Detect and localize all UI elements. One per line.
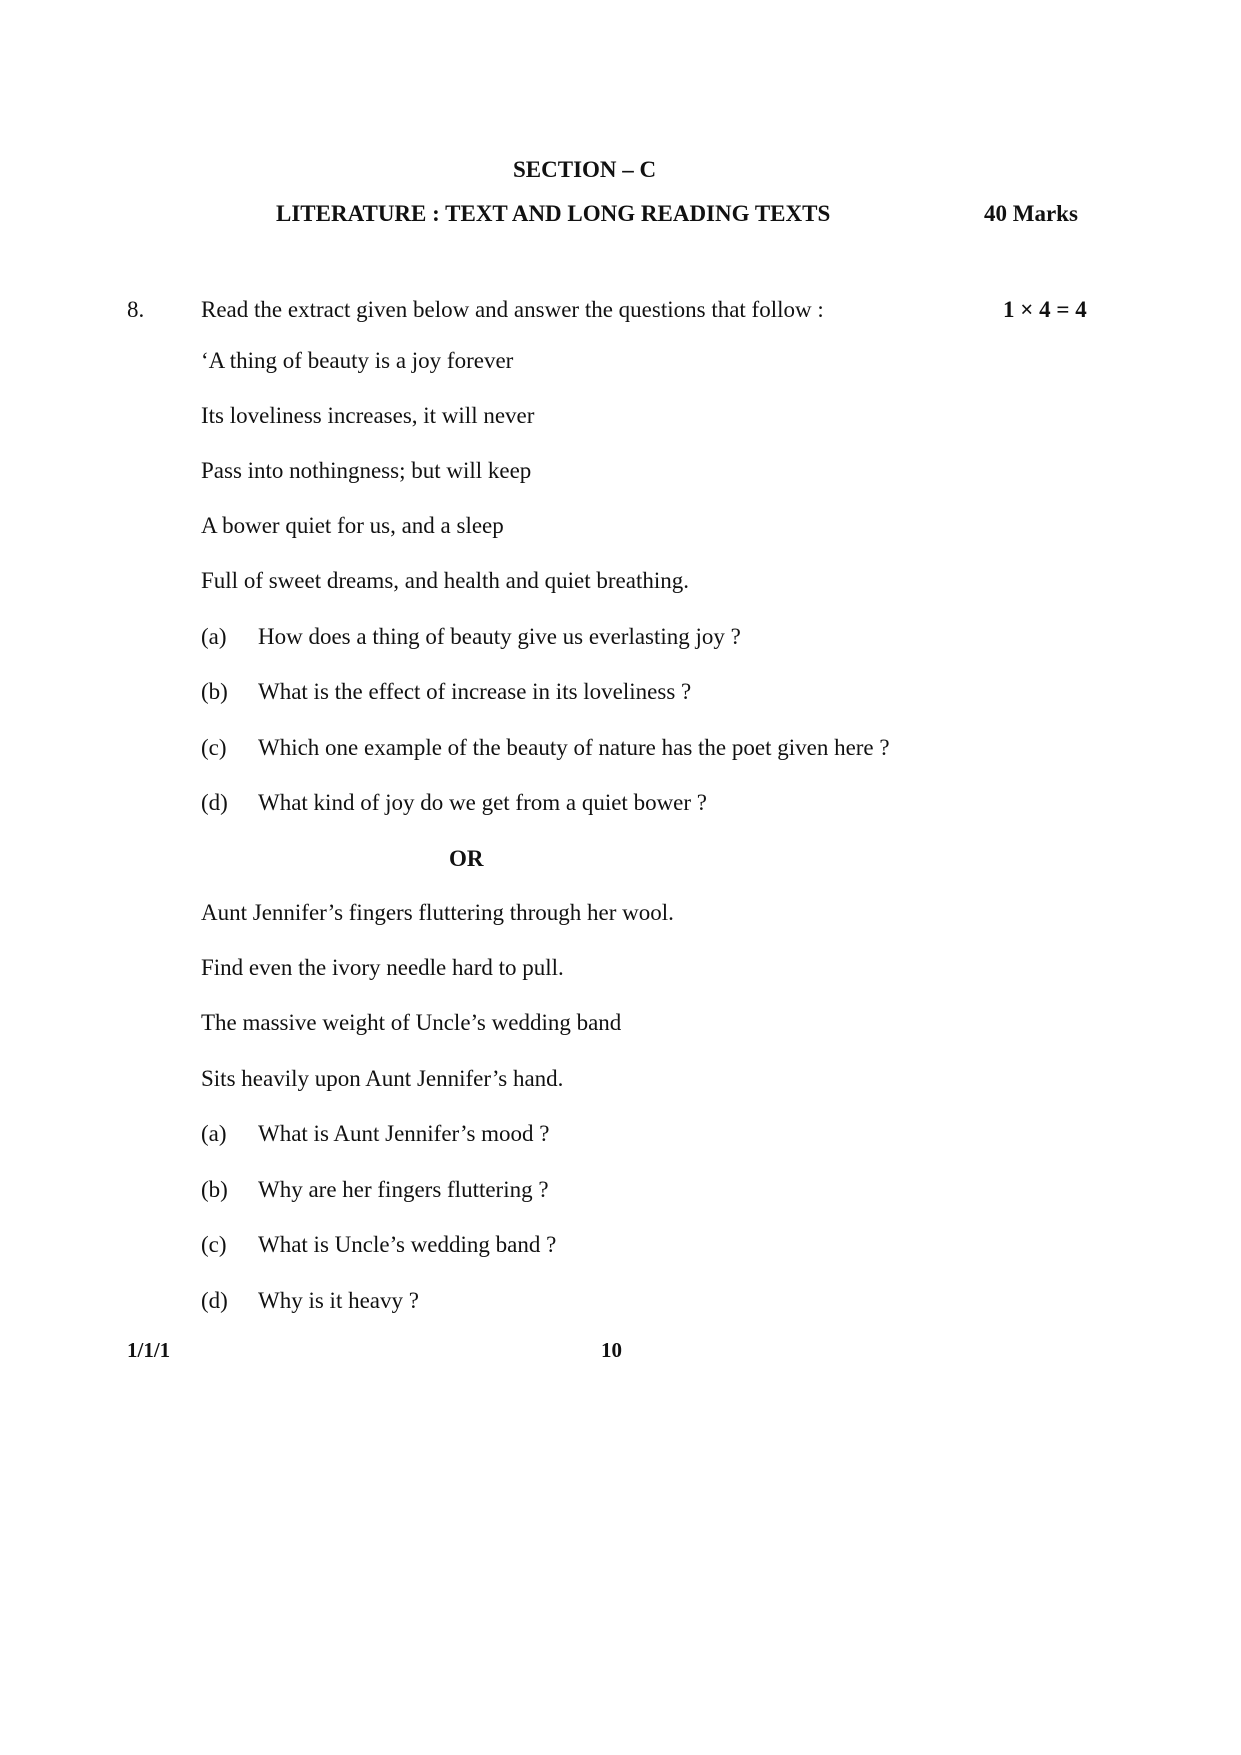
poem-line: The massive weight of Uncle’s wedding band — [201, 1010, 622, 1035]
subquestion-label: (b) — [201, 1177, 228, 1202]
subquestion-text: What is Aunt Jennifer’s mood ? — [258, 1121, 550, 1146]
poem-line: A bower quiet for us, and a sleep — [201, 513, 504, 538]
subquestion-label: (a) — [201, 624, 227, 649]
or-separator: OR — [449, 846, 484, 871]
subquestion-label: (c) — [201, 735, 227, 760]
subquestion-label: (c) — [201, 1232, 227, 1257]
section-subtitle: LITERATURE : TEXT AND LONG READING TEXTS — [276, 201, 831, 226]
subquestion-label: (d) — [201, 790, 228, 815]
poem-line: Pass into nothingness; but will keep — [201, 458, 532, 483]
subquestion-text: What is Uncle’s wedding band ? — [258, 1232, 557, 1257]
section-marks: 40 Marks — [984, 201, 1078, 226]
paper-code: 1/1/1 — [127, 1338, 171, 1362]
poem-line: Sits heavily upon Aunt Jennifer’s hand. — [201, 1066, 564, 1091]
poem-line: Find even the ivory needle hard to pull. — [201, 955, 564, 980]
subquestion-text: What kind of joy do we get from a quiet bower ? — [258, 790, 708, 815]
subquestion-label: (b) — [201, 679, 228, 704]
poem-line: ‘A thing of beauty is a joy forever — [201, 348, 514, 373]
subquestion-label: (d) — [201, 1288, 228, 1313]
question-number: 8. — [127, 297, 145, 322]
subquestion-text: Why is it heavy ? — [258, 1288, 419, 1313]
question-instruction: Read the extract given below and answer the questions that follow : — [201, 297, 824, 322]
subquestion-text: Which one example of the beauty of nature has the poet given here ? — [258, 735, 890, 760]
section-title: SECTION – C — [513, 157, 657, 182]
subquestion-text: What is the effect of increase in its loveliness ? — [258, 679, 692, 704]
question-marks: 1 × 4 = 4 — [1003, 297, 1087, 322]
poem-line: Full of sweet dreams, and health and quiet breathing. — [201, 568, 689, 593]
poem-line: Its loveliness increases, it will never — [201, 403, 535, 428]
page-number: 10 — [601, 1338, 622, 1362]
subquestion-label: (a) — [201, 1121, 227, 1146]
subquestion-text: How does a thing of beauty give us everlasting joy ? — [258, 624, 741, 649]
subquestion-text: Why are her fingers fluttering ? — [258, 1177, 549, 1202]
poem-line: Aunt Jennifer’s fingers fluttering through her wool. — [201, 900, 674, 925]
